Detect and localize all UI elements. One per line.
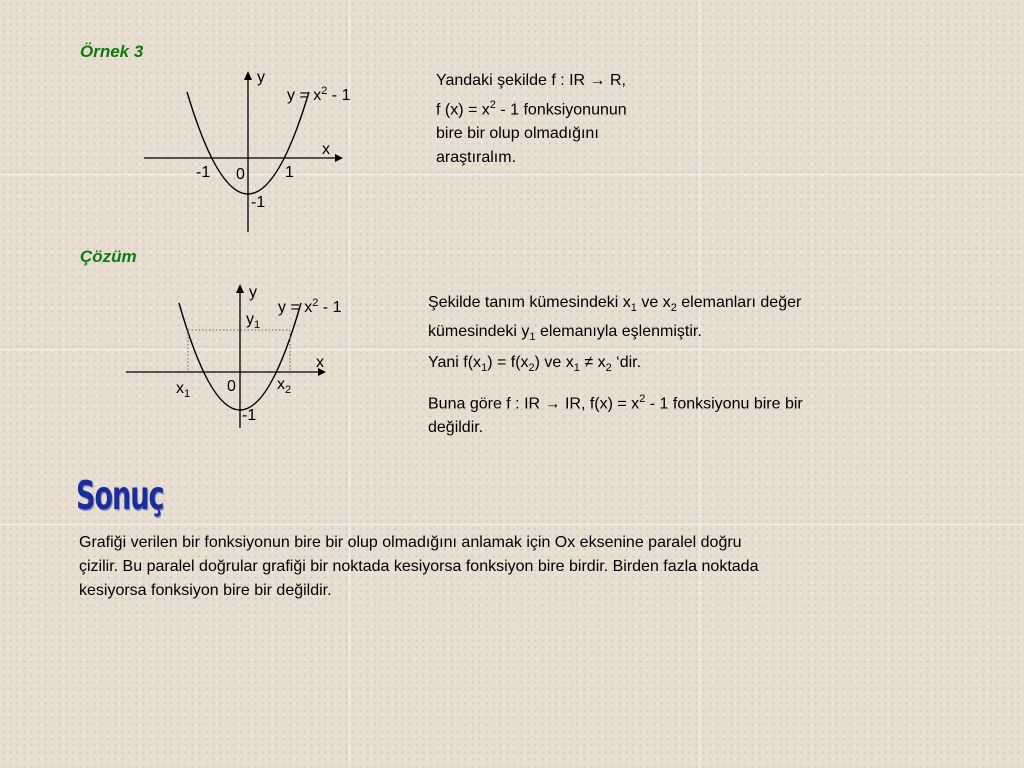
tick-label-neg1-y: -1	[242, 407, 257, 424]
solution-text-line: Yani $f(x_1) = f(x_2)$ ve $x_1 \ne x_2$ ‘dir.	[428, 354, 642, 375]
solution-conclusion-text	[428, 387, 803, 440]
y-axis-arrow	[236, 284, 244, 293]
x2-label: $x_2$	[277, 376, 292, 396]
conclusion-text	[79, 531, 758, 603]
x-axis-label: x	[322, 141, 330, 158]
solution-text	[428, 291, 801, 349]
tick-label-neg1-y: -1	[251, 194, 266, 211]
origin-label: 0	[227, 378, 236, 395]
y1-label: $y_1$	[246, 311, 261, 331]
x1-label: $x_1$	[176, 380, 191, 400]
x-axis-label: x	[316, 354, 324, 371]
example-heading: Örnek 3	[80, 42, 144, 61]
solution-text-line: Buna göre f : IR → IR, $f(x) = x^2 - 1$ fonksiyonu bire bir	[428, 393, 803, 413]
function-label: $y = x^2 - 1$	[287, 85, 351, 104]
y-axis-label: y	[257, 69, 265, 86]
conclusion-text-line: çizilir. Bu paralel doğrular grafiği bir noktada kesiyorsa fonksiyon bire birdir. Birden fazla noktada	[79, 558, 759, 575]
tick-label-pos1-x: 1	[285, 164, 294, 181]
solution-heading: Çözüm	[80, 247, 137, 266]
tick-label-neg1-x: -1	[196, 164, 211, 181]
example-text-line: bire bir olup olmadığını	[436, 125, 599, 143]
example-text-line: araştıralım.	[436, 149, 517, 167]
solution-text-line: değildir.	[428, 419, 484, 437]
y-axis-label: y	[249, 284, 257, 301]
conclusion-text-line: kesiyorsa fonksiyon bire bir değildir.	[79, 582, 332, 599]
example-text-line: f $(x) = x^2 - 1$ fonksiyonunun	[436, 99, 627, 119]
solution-text-line: kümesindeki $y_1$ elemanıyla eşlenmiştir.	[428, 323, 702, 344]
conclusion-text-line: Grafiği verilen bir fonksiyonun bire bir olup olmadığını anlamak için Ox eksenine paralel doğru	[79, 534, 742, 551]
function-label: $y = x^2 - 1$	[278, 297, 342, 316]
origin-label: 0	[236, 166, 245, 183]
solution-text-line: Şekilde tanım kümesindeki $x_1$ ve $x_2$ elemanları değer	[428, 294, 802, 315]
example-text-line: Yandaki şekilde f : IR → R,	[436, 72, 626, 89]
conclusion-title: Sonuç	[76, 474, 164, 519]
